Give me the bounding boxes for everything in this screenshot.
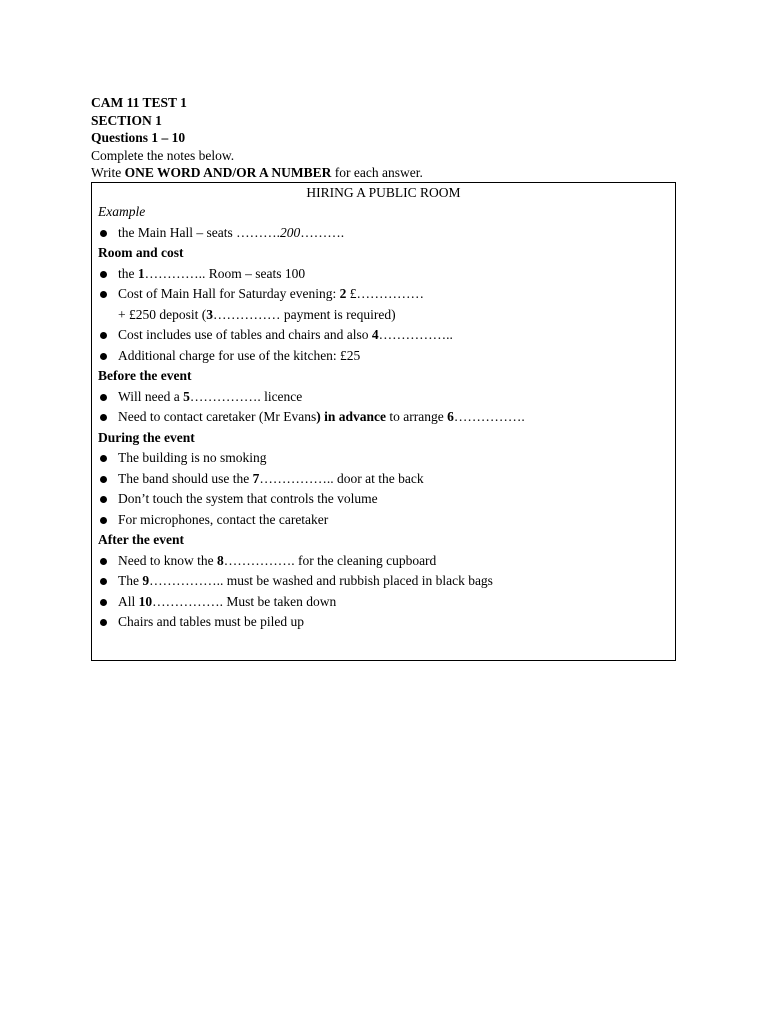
question-9: The 9…………….. must be washed and rubbish placed in black bags xyxy=(98,571,669,592)
bullet-icon xyxy=(100,578,107,585)
bullet-icon xyxy=(100,517,107,524)
heading-after-event: After the event xyxy=(98,532,184,547)
question-5: Will need a 5……………. licence xyxy=(98,387,669,408)
example-item: the Main Hall – seats ……….200………. xyxy=(98,223,669,244)
question-3: + £250 deposit (3…………… payment is required) xyxy=(118,306,396,322)
bullet-icon xyxy=(100,271,107,278)
question-2: Cost of Main Hall for Saturday evening: 2 £…………… xyxy=(98,284,669,305)
question-6: Need to contact caretaker (Mr Evans) in advance to arrange 6……………. xyxy=(98,407,669,428)
bullet-icon xyxy=(100,619,107,626)
bullet-icon xyxy=(100,414,107,421)
document-header xyxy=(91,94,423,182)
notes-title: HIRING A PUBLIC ROOM xyxy=(306,185,461,200)
bullet-icon xyxy=(100,558,107,565)
section-title: SECTION 1 xyxy=(91,112,162,128)
notes-box xyxy=(91,182,676,661)
bullet-icon xyxy=(100,394,107,401)
instruction-complete: Complete the notes below. xyxy=(91,147,235,163)
heading-during-event: During the event xyxy=(98,429,195,445)
question-8: Need to know the 8……………. for the cleaning cupboard xyxy=(98,551,669,572)
question-10: All 10……………. Must be taken down xyxy=(98,592,669,613)
question-7: The band should use the 7…………….. door at the back xyxy=(98,469,669,490)
heading-room-and-cost: Room and cost xyxy=(98,245,184,260)
heading-before-event: Before the event xyxy=(98,368,192,383)
bullet-icon xyxy=(100,332,107,339)
notes-content xyxy=(98,202,669,633)
test-title: CAM 11 TEST 1 xyxy=(91,95,187,110)
bullet-icon xyxy=(100,291,107,298)
questions-range: Questions 1 – 10 xyxy=(91,130,186,145)
kitchen-note: Additional charge for use of the kitchen: £25 xyxy=(98,346,669,367)
microphone-note: For microphones, contact the caretaker xyxy=(98,510,669,531)
chairs-note: Chairs and tables must be piled up xyxy=(98,612,669,633)
bullet-icon xyxy=(100,496,107,503)
question-1: the 1………….. Room – seats 100 xyxy=(98,264,669,285)
volume-note: Don’t touch the system that controls the volume xyxy=(98,489,669,510)
bullet-icon xyxy=(100,455,107,462)
question-4: Cost includes use of tables and chairs and also 4…………….. xyxy=(98,325,669,346)
example-label: Example xyxy=(98,204,146,219)
bullet-icon xyxy=(100,599,107,606)
smoking-note: The building is no smoking xyxy=(98,448,669,469)
bullet-icon xyxy=(100,476,107,483)
instruction-write: Write ONE WORD AND/OR A NUMBER for each answer. xyxy=(91,165,423,180)
bullet-icon xyxy=(100,230,107,237)
bullet-icon xyxy=(100,353,107,360)
